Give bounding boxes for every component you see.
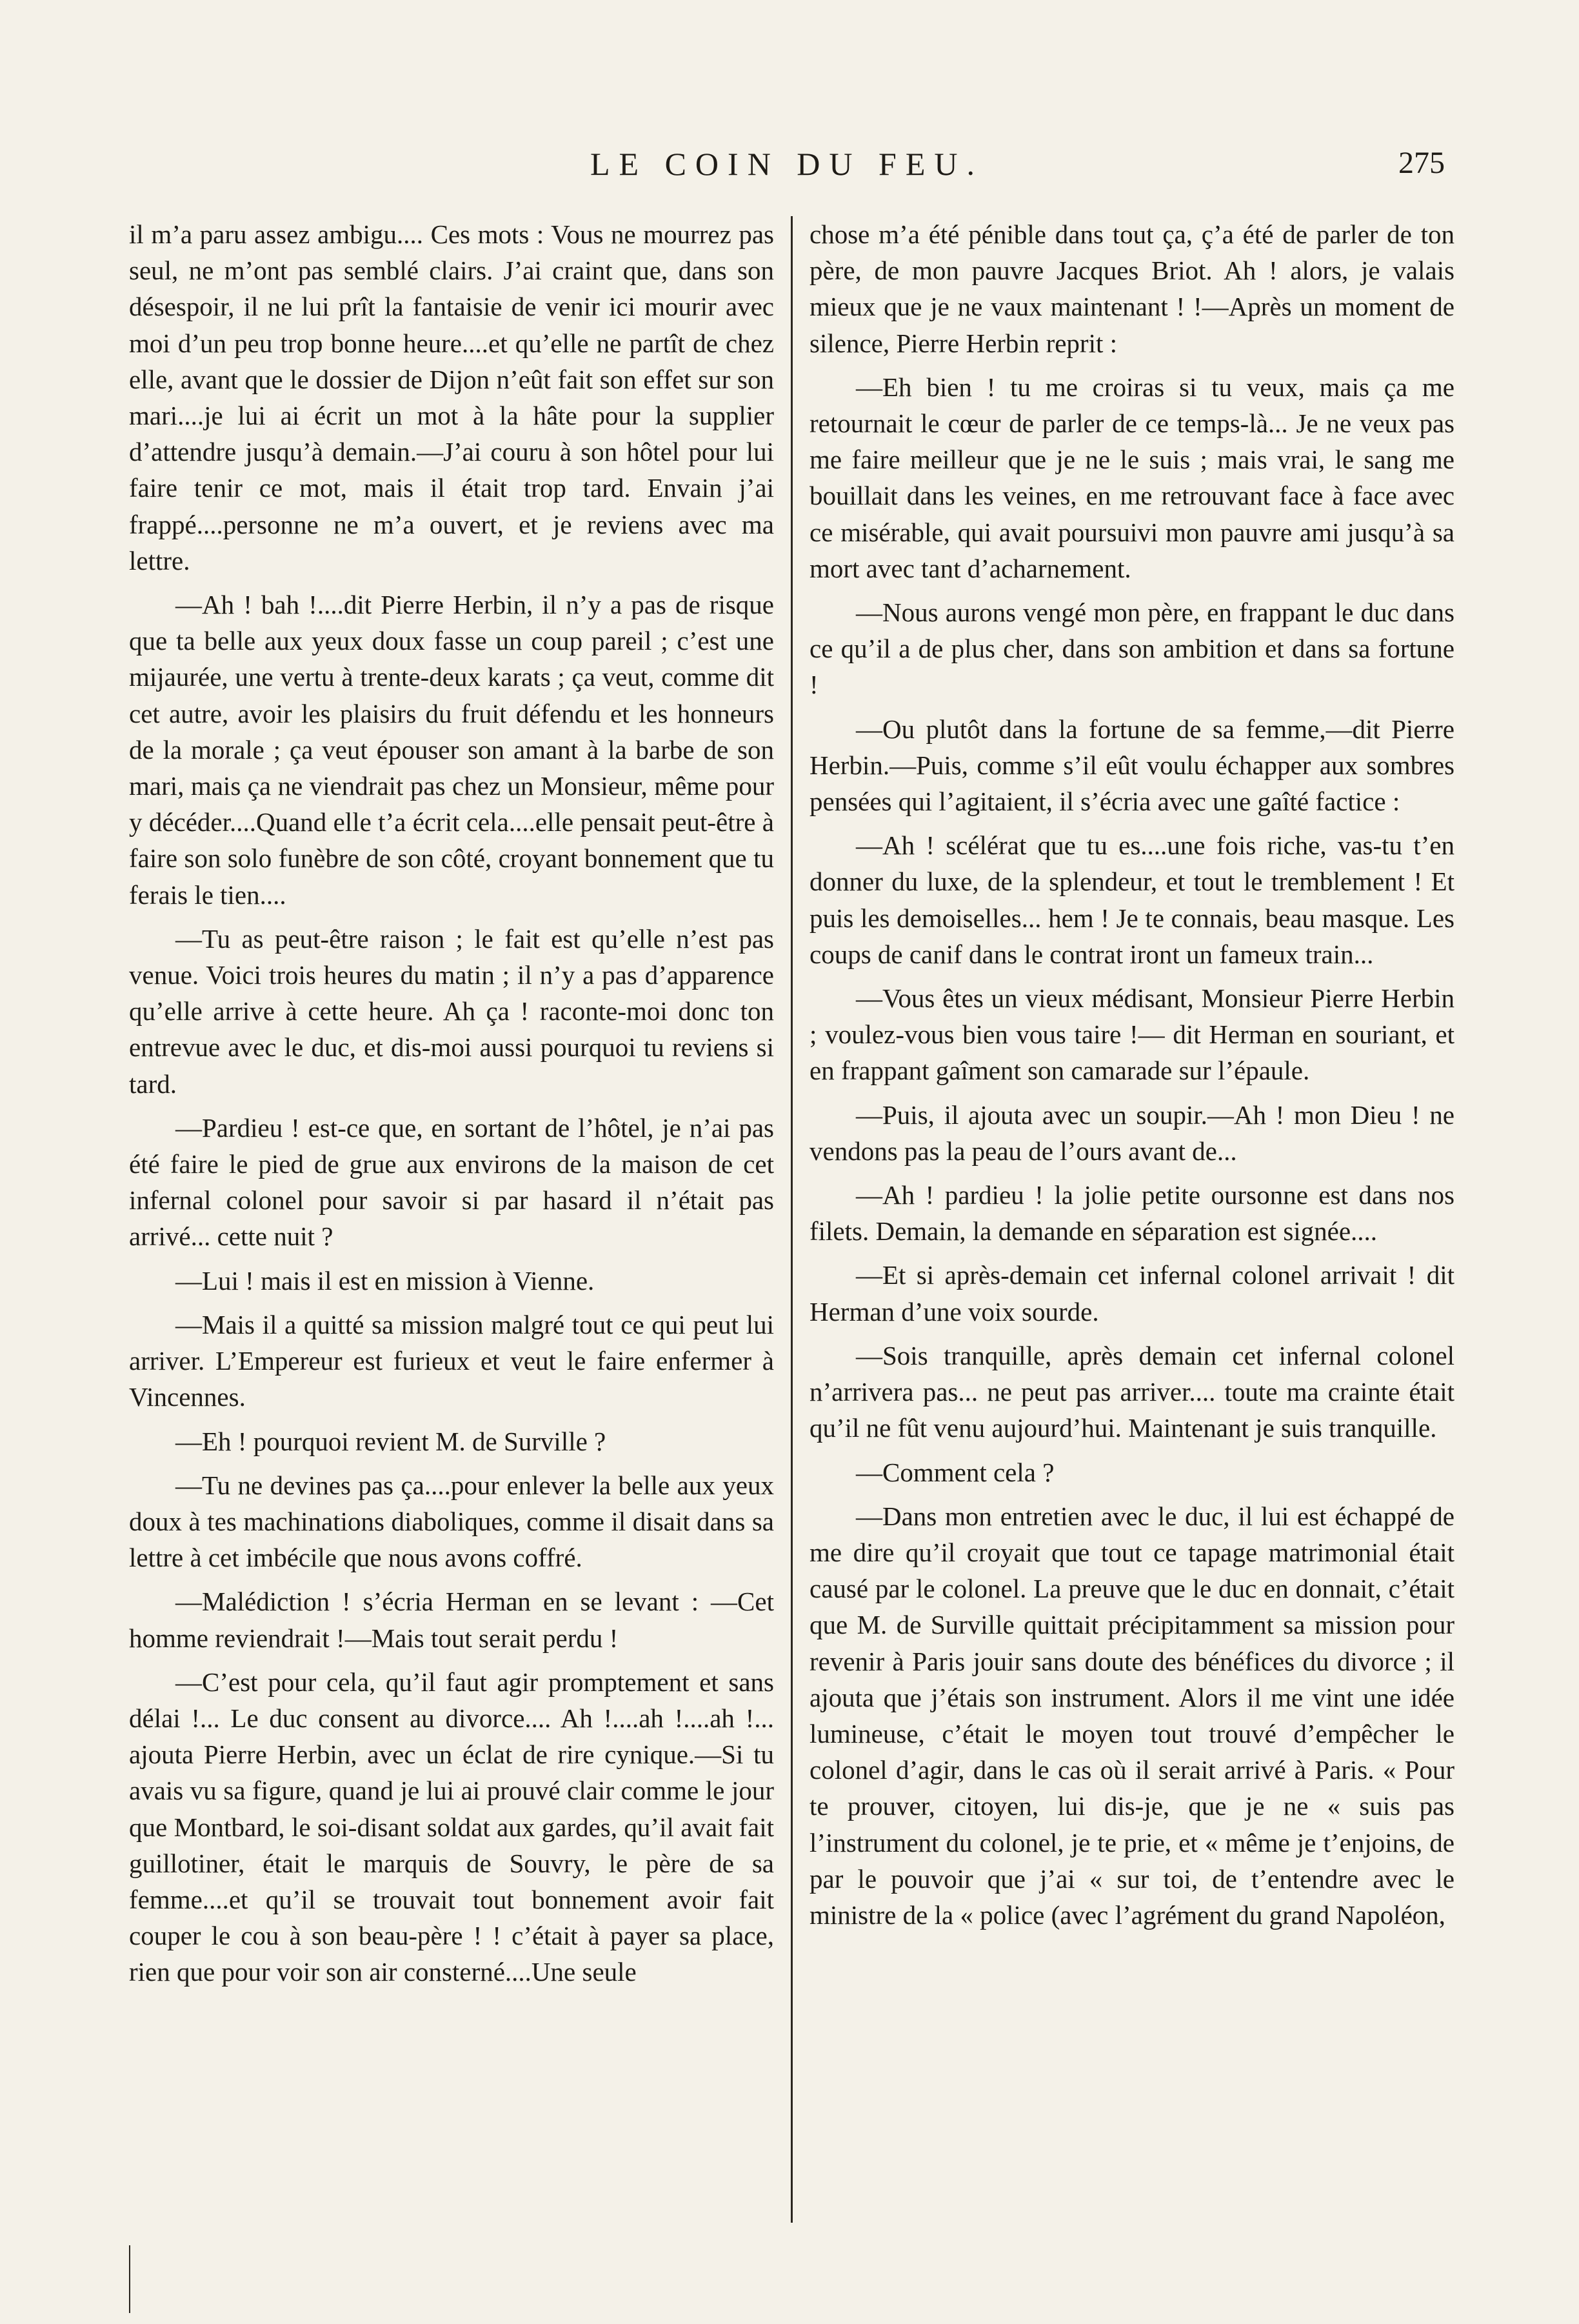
paragraph: —Comment cela ? [856,1457,1055,1487]
paragraph: —Pardieu ! est-ce que, en sortant de l’hôtel, je n’ai pas été faire le pied de grue aux environs de la maison de cet infernal colonel pour savoir si par hasard il n’était pas arrivé... cette nuit ? [129,1112,774,1252]
paragraph: —Et si après-demain cet infernal colonel arrivait ! dit Herman d’une voix sourde. [809,1260,1455,1327]
running-title: LE COIN DU FEU. [590,146,984,182]
left-column [129,216,774,2236]
paragraph: —Ou plutôt dans la fortune de sa femme,—dit Pierre Herbin.—Puis, comme s’il eût voulu échapper aux sombres pensées qui l’agitaient, il s’écria avec une gaîté factice : [809,714,1455,817]
paragraph: il m’a paru assez ambigu.... Ces mots : Vous ne mourrez pas seul, ne m’ont pas semblé clairs. J’ai craint que, dans son désespoir, il ne lui prît la fantaisie de venir ici mourir avec moi d’un peu trop bonne heure....et qu’elle ne partît de chez elle, avant que le dossier de Dijon n’eût fait son effet sur son mari....je lui ai écrit un mot à la hâte pour la supplier d’attendre jusqu’à demain.—J’ai couru à son hôtel pour lui faire tenir ce mot, mais il était trop tard. Envain j’ai frappé....personne ne m’a ouvert, et je reviens avec ma lettre. [129,219,774,576]
paragraph: —C’est pour cela, qu’il faut agir promptement et sans délai !... Le duc consent au divorce.... Ah !....ah !....ah !... ajouta Pierre Herbin, avec un éclat de rire cynique.—Si tu avais vu sa figure, quand je lui ai prouvé clair comme le jour que Montbard, le soi-disant soldat aux gardes, qu’il avait fait guillotiner, était le marquis de Souvry, le père de sa femme....et qu’il se trouvait tout bonnement avoir fait couper le cou à son beau-père ! ! c’était à payer sa place, rien que pour voir son air consterné....Une seule [129,1667,774,1987]
paragraph: —Nous aurons vengé mon père, en frappant le duc dans ce qu’il a de plus cher, dans son ambition et dans sa fortune ! [809,597,1455,700]
paragraph: —Mais il a quitté sa mission malgré tout ce qui peut lui arriver. L’Empereur est furieux et veut le faire enfermer à Vincennes. [129,1309,774,1412]
paragraph: —Eh ! pourquoi revient M. de Surville ? [175,1426,606,1456]
paragraph: —Eh bien ! tu me croiras si tu veux, mais ça me retournait le cœur de parler de ce temps-là... Je ne veux pas me faire meilleur que je ne le suis ; mais vrai, le sang me bouillait dans les veines, en me retrouvant face à face avec ce misérable, qui avait poursuivi mon pauvre ami jusqu’à sa mort avec tant d’acharnement. [809,372,1455,583]
paragraph: —Ah ! pardieu ! la jolie petite oursonne est dans nos filets. Demain, la demande en séparation est signée.... [809,1180,1455,1247]
column-divider [791,216,793,2223]
right-column [809,216,1455,2236]
page-header [129,145,1445,197]
paragraph: —Tu as peut-être raison ; le fait est qu’elle n’est pas venue. Voici trois heures du matin ; il n’y a pas d’apparence qu’elle arrive à cette heure. Ah ça ! raconte-moi donc ton entrevue avec le duc, et dis-moi aussi pourquoi tu reviens si tard. [129,923,774,1099]
paragraph: —Lui ! mais il est en mission à Vienne. [175,1265,595,1296]
paragraph: —Dans mon entretien avec le duc, il lui est échappé de me dire qu’il croyait que tout ce tapage matrimonial était causé par le colonel. La preuve que le duc en donnait, c’était que M. de Surville quittait précipitamment sa mission pour revenir à Paris jouir sans doute des bénéfices du divorce ; il ajouta que j’étais son instrument. Alors il me vint une idée lumineuse, c’était le moyen tout trouvé d’empêcher le colonel d’agir, dans le cas où il serait arrivé à Paris. « Pour te prouver, citoyen, lui dis-je, que je ne « suis pas l’instrument du colonel, je te prie, et « même je t’enjoins, de par le pouvoir que j’ai « sur toi, de t’entendre avec le ministre de la « police (avec l’agrément du grand Napoléon, [809,1501,1455,1930]
paragraph: —Puis, il ajouta avec un soupir.—Ah ! mon Dieu ! ne vendons pas la peau de l’ours avant de... [809,1099,1455,1166]
paragraph: —Ah ! scélérat que tu es....une fois riche, vas-tu t’en donner du luxe, de la splendeur, et tout le tremblement ! Et puis les demoiselles... hem ! Je te connais, beau masque. Les coups de canif dans le contrat iront un fameux train... [809,830,1455,969]
paragraph: —Vous êtes un vieux médisant, Monsieur Pierre Herbin ; voulez-vous bien vous taire !— dit Herman en souriant, et en frappant gaîment son camarade sur l’épaule. [809,983,1455,1086]
paragraph: —Ah ! bah !....dit Pierre Herbin, il n’y a pas de risque que ta belle aux yeux doux fasse un coup pareil ; c’est une mijaurée, une vertu à trente-deux karats ; ça veut, comme dit cet autre, avoir les plaisirs du fruit défendu et les honneurs de la morale ; ça veut épouser son amant à la barbe de son mari, mais ça ne viendrait pas chez un Monsieur, même pour y décéder....Quand elle t’a écrit cela....elle pensait peut-être à faire son solo funèbre de son côté, croyant bonnement que tu ferais le tien.... [129,590,774,910]
paragraph: chose m’a été pénible dans tout ça, ç’a été de parler de ton père, de mon pauvre Jacques Briot. Ah ! alors, je valais mieux que je ne vaux maintenant ! !—Après un moment de silence, Pierre Herbin reprit : [809,219,1455,358]
paragraph: —Malédiction ! s’écria Herman en se levant : —Cet homme reviendrait !—Mais tout serait perdu ! [129,1587,774,1653]
paragraph: —Sois tranquille, après demain cet infernal colonel n’arrivera pas... ne peut pas arriver.... toute ma crainte était qu’il ne fût venu aujourd’hui. Maintenant je suis tranquille. [809,1340,1455,1443]
margin-line [129,2245,130,2313]
page-number: 275 [1398,146,1445,180]
paragraph: —Tu ne devines pas ça....pour enlever la belle aux yeux doux à tes machinations diaboliques, comme il disait dans sa lettre à cet imbécile que nous avons coffré. [129,1470,774,1573]
